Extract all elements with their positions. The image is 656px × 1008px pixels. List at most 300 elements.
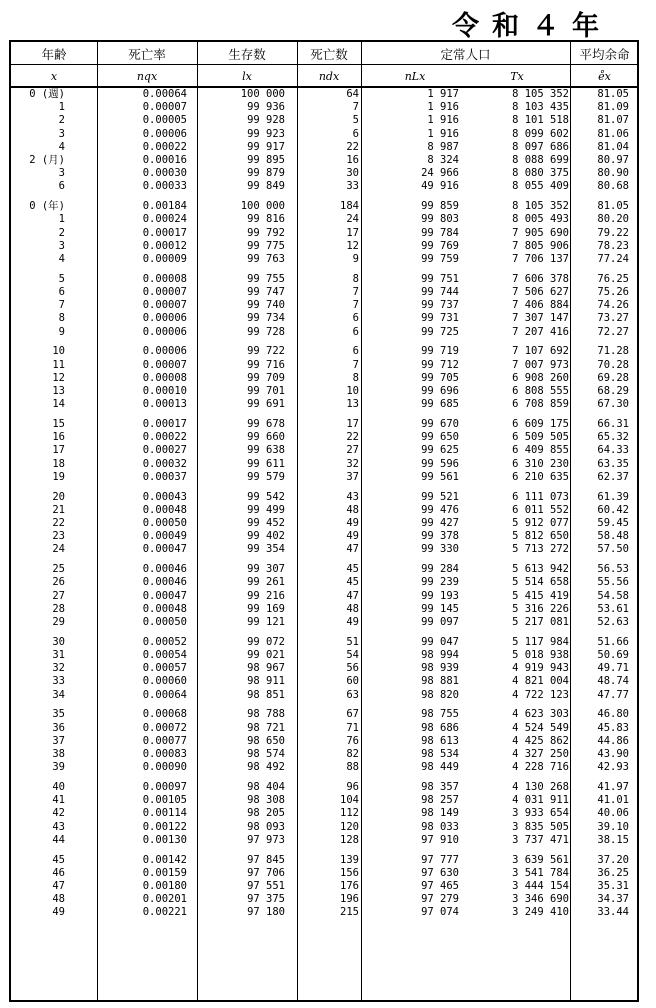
row-deaths: 7 <box>352 299 359 312</box>
row-age: 3 <box>58 167 65 180</box>
row-deaths: 76 <box>346 734 359 747</box>
row-age: 8 <box>58 312 65 325</box>
row-survivors: 99 307 <box>247 563 285 576</box>
row-L: 97 910 <box>421 833 459 846</box>
row-e: 47.77 <box>597 688 629 701</box>
row-age: 0 (週) <box>29 88 65 100</box>
row-T: 4 228 716 <box>512 761 569 774</box>
row-e: 55.56 <box>597 576 629 589</box>
row-T: 7 107 692 <box>512 345 569 358</box>
row-deaths: 30 <box>346 167 359 180</box>
row-T: 4 130 268 <box>512 781 569 793</box>
row-e: 73.27 <box>597 312 629 325</box>
row-L: 99 803 <box>421 213 459 226</box>
row-survivors: 98 721 <box>247 721 285 734</box>
row-T: 7 506 627 <box>512 286 569 298</box>
row-mortality: 0.00006 <box>142 312 187 325</box>
row-deaths: 48 <box>346 503 359 516</box>
table-row <box>11 761 637 774</box>
row-survivors: 98 404 <box>247 781 285 793</box>
row-mortality: 0.00032 <box>142 457 187 470</box>
table-row <box>11 636 637 649</box>
life-table <box>9 40 639 1002</box>
row-e: 45.83 <box>597 721 629 734</box>
row-T: 8 097 686 <box>512 140 569 153</box>
row-L: 98 994 <box>421 649 459 661</box>
row-survivors: 100 000 <box>240 200 285 213</box>
row-survivors: 97 180 <box>247 906 285 919</box>
symbol-T: Tx <box>510 70 524 83</box>
row-T: 8 099 602 <box>512 127 569 140</box>
row-survivors: 99 849 <box>247 180 285 193</box>
row-deaths: 6 <box>352 325 359 338</box>
row-e: 62.37 <box>597 470 629 483</box>
row-L: 99 725 <box>421 325 459 338</box>
row-survivors: 98 967 <box>247 662 285 675</box>
row-mortality: 0.00083 <box>142 748 187 760</box>
row-survivors: 99 611 <box>247 457 285 470</box>
row-e: 43.90 <box>597 748 629 760</box>
row-age: 29 <box>52 616 65 628</box>
row-e: 67.30 <box>597 398 629 411</box>
row-e: 38.15 <box>597 833 629 846</box>
row-age: 4 <box>58 253 65 265</box>
row-mortality: 0.00047 <box>142 543 187 556</box>
row-mortality: 0.00007 <box>142 299 187 312</box>
row-deaths: 22 <box>346 140 359 153</box>
table-row <box>11 240 637 253</box>
row-L: 1 917 <box>427 88 459 100</box>
row-survivors: 99 261 <box>247 576 285 589</box>
row-age: 28 <box>52 602 65 615</box>
row-deaths: 104 <box>340 794 359 807</box>
row-age: 1 <box>58 213 65 226</box>
row-L: 99 521 <box>421 490 459 503</box>
row-e: 76.25 <box>597 272 629 285</box>
row-survivors: 99 169 <box>247 602 285 615</box>
row-T: 8 105 352 <box>512 88 569 100</box>
row-deaths: 112 <box>340 807 359 820</box>
row-mortality: 0.00007 <box>142 358 187 371</box>
row-L: 99 145 <box>421 602 459 615</box>
row-e: 77.24 <box>597 253 629 265</box>
row-age: 30 <box>52 635 65 648</box>
row-T: 5 217 081 <box>512 616 569 628</box>
row-deaths: 6 <box>352 127 359 140</box>
row-e: 81.05 <box>597 200 629 213</box>
row-age: 25 <box>52 563 65 576</box>
row-survivors: 99 728 <box>247 325 285 338</box>
row-age: 48 <box>52 893 65 906</box>
row-mortality: 0.00024 <box>142 213 187 226</box>
row-mortality: 0.00007 <box>142 101 187 114</box>
row-mortality: 0.00008 <box>142 272 187 285</box>
row-L: 99 097 <box>421 616 459 628</box>
row-deaths: 7 <box>352 101 359 114</box>
row-mortality: 0.00142 <box>142 853 187 866</box>
row-L: 99 670 <box>421 418 459 430</box>
table-row <box>11 821 637 834</box>
row-T: 3 541 784 <box>512 866 569 879</box>
header-mortality: 死亡率 <box>128 47 166 62</box>
table-row <box>11 471 637 484</box>
row-survivors: 98 911 <box>247 675 285 688</box>
row-L: 99 427 <box>421 517 459 529</box>
table-row <box>11 213 637 226</box>
row-T: 6 609 175 <box>512 418 569 430</box>
row-L: 99 330 <box>421 543 459 556</box>
row-L: 99 769 <box>421 239 459 252</box>
row-survivors: 99 452 <box>247 517 285 529</box>
row-T: 5 415 419 <box>512 589 569 602</box>
row-T: 3 835 505 <box>512 820 569 833</box>
row-e: 42.93 <box>597 761 629 774</box>
table-row <box>11 662 637 675</box>
row-mortality: 0.00184 <box>142 200 187 213</box>
row-survivors: 98 788 <box>247 708 285 721</box>
row-e: 41.97 <box>597 781 629 793</box>
row-T: 8 103 435 <box>512 101 569 114</box>
row-e: 71.28 <box>597 345 629 358</box>
row-L: 98 449 <box>421 761 459 774</box>
header-survivors: 生存数 <box>228 47 266 62</box>
row-L: 99 561 <box>421 470 459 483</box>
row-e: 74.26 <box>597 299 629 312</box>
row-mortality: 0.00007 <box>142 286 187 298</box>
row-L: 8 324 <box>427 154 459 166</box>
table-row <box>11 227 637 240</box>
row-e: 54.58 <box>597 589 629 602</box>
row-age: 11 <box>52 358 65 371</box>
row-survivors: 99 709 <box>247 371 285 384</box>
row-mortality: 0.00072 <box>142 721 187 734</box>
row-age: 32 <box>52 662 65 675</box>
row-deaths: 63 <box>346 688 359 701</box>
row-L: 97 279 <box>421 893 459 906</box>
row-mortality: 0.00047 <box>142 589 187 602</box>
row-mortality: 0.00010 <box>142 385 187 397</box>
row-T: 5 316 226 <box>512 602 569 615</box>
table-row <box>11 141 637 154</box>
row-e: 60.42 <box>597 503 629 516</box>
row-age: 49 <box>52 906 65 919</box>
row-deaths: 49 <box>346 517 359 529</box>
table-row <box>11 444 637 457</box>
row-survivors: 99 879 <box>247 167 285 180</box>
row-e: 81.04 <box>597 140 629 153</box>
row-e: 80.97 <box>597 154 629 166</box>
row-L: 97 630 <box>421 866 459 879</box>
row-age: 17 <box>52 444 65 457</box>
row-T: 6 111 073 <box>512 490 569 503</box>
row-deaths: 8 <box>352 371 359 384</box>
row-mortality: 0.00050 <box>142 616 187 628</box>
row-T: 7 606 378 <box>512 272 569 285</box>
row-T: 7 007 973 <box>512 358 569 371</box>
row-T: 4 623 303 <box>512 708 569 721</box>
row-age: 37 <box>52 734 65 747</box>
table-row <box>11 675 637 688</box>
row-e: 65.32 <box>597 431 629 444</box>
row-L: 99 650 <box>421 431 459 444</box>
row-survivors: 97 706 <box>247 866 285 879</box>
row-T: 3 639 561 <box>512 853 569 866</box>
row-deaths: 51 <box>346 635 359 648</box>
row-L: 8 987 <box>427 140 459 153</box>
table-row <box>11 590 637 603</box>
table-row <box>11 563 637 576</box>
row-deaths: 12 <box>346 239 359 252</box>
row-L: 99 047 <box>421 635 459 648</box>
header-divider <box>11 64 637 65</box>
row-e: 48.74 <box>597 675 629 688</box>
row-age: 43 <box>52 820 65 833</box>
row-age: 20 <box>52 490 65 503</box>
row-mortality: 0.00077 <box>142 734 187 747</box>
row-deaths: 54 <box>346 649 359 661</box>
row-age: 47 <box>52 880 65 892</box>
table-row <box>11 748 637 761</box>
row-age: 39 <box>52 761 65 774</box>
row-deaths: 7 <box>352 286 359 298</box>
row-deaths: 32 <box>346 457 359 470</box>
row-deaths: 45 <box>346 563 359 576</box>
row-e: 59.45 <box>597 517 629 529</box>
row-L: 98 033 <box>421 820 459 833</box>
row-deaths: 120 <box>340 820 359 833</box>
row-T: 5 713 272 <box>512 543 569 556</box>
row-e: 46.80 <box>597 708 629 721</box>
row-e: 57.50 <box>597 543 629 556</box>
table-row <box>11 458 637 471</box>
row-survivors: 99 660 <box>247 431 285 444</box>
row-survivors: 99 354 <box>247 543 285 556</box>
row-mortality: 0.00005 <box>142 114 187 127</box>
row-deaths: 176 <box>340 880 359 892</box>
table-row <box>11 807 637 820</box>
row-survivors: 99 895 <box>247 154 285 166</box>
row-mortality: 0.00037 <box>142 470 187 483</box>
row-L: 97 465 <box>421 880 459 892</box>
row-e: 68.29 <box>597 385 629 397</box>
row-L: 1 916 <box>427 101 459 114</box>
row-survivors: 99 579 <box>247 470 285 483</box>
row-e: 81.09 <box>597 101 629 114</box>
row-deaths: 60 <box>346 675 359 688</box>
row-L: 97 074 <box>421 906 459 919</box>
row-survivors: 98 308 <box>247 794 285 807</box>
row-survivors: 99 740 <box>247 299 285 312</box>
row-deaths: 71 <box>346 721 359 734</box>
row-e: 78.23 <box>597 239 629 252</box>
row-e: 49.71 <box>597 662 629 675</box>
row-age: 12 <box>52 371 65 384</box>
row-e: 64.33 <box>597 444 629 457</box>
row-survivors: 99 216 <box>247 589 285 602</box>
row-mortality: 0.00012 <box>142 239 187 252</box>
row-T: 3 737 471 <box>512 833 569 846</box>
row-survivors: 97 375 <box>247 893 285 906</box>
row-survivors: 98 650 <box>247 734 285 747</box>
row-deaths: 24 <box>346 213 359 226</box>
row-mortality: 0.00122 <box>142 820 187 833</box>
row-e: 50.69 <box>597 649 629 661</box>
row-mortality: 0.00006 <box>142 345 187 358</box>
row-age: 2 <box>58 114 65 127</box>
row-e: 81.07 <box>597 114 629 127</box>
row-deaths: 49 <box>346 616 359 628</box>
row-T: 7 805 906 <box>512 239 569 252</box>
row-L: 99 744 <box>421 286 459 298</box>
table-row <box>11 286 637 299</box>
row-survivors: 99 722 <box>247 345 285 358</box>
row-deaths: 139 <box>340 853 359 866</box>
row-age: 13 <box>52 385 65 397</box>
header-age: 年齢 <box>41 47 67 62</box>
row-deaths: 22 <box>346 431 359 444</box>
row-T: 5 912 077 <box>512 517 569 529</box>
row-mortality: 0.00064 <box>142 88 187 100</box>
row-mortality: 0.00009 <box>142 253 187 265</box>
row-survivors: 99 716 <box>247 358 285 371</box>
row-e: 34.37 <box>597 893 629 906</box>
row-L: 98 613 <box>421 734 459 747</box>
row-age: 41 <box>52 794 65 807</box>
row-survivors: 99 734 <box>247 312 285 325</box>
row-mortality: 0.00114 <box>142 807 187 820</box>
row-L: 99 705 <box>421 371 459 384</box>
row-T: 8 088 699 <box>512 154 569 166</box>
row-T: 5 613 942 <box>512 563 569 576</box>
row-mortality: 0.00097 <box>142 781 187 793</box>
row-L: 49 916 <box>421 180 459 193</box>
row-age: 31 <box>52 649 65 661</box>
row-age: 9 <box>58 325 65 338</box>
row-survivors: 97 845 <box>247 853 285 866</box>
row-age: 27 <box>52 589 65 602</box>
row-T: 6 409 855 <box>512 444 569 457</box>
row-e: 66.31 <box>597 418 629 430</box>
row-e: 39.10 <box>597 820 629 833</box>
table-row <box>11 689 637 702</box>
table-row <box>11 854 637 867</box>
row-mortality: 0.00046 <box>142 576 187 589</box>
row-deaths: 6 <box>352 312 359 325</box>
row-deaths: 27 <box>346 444 359 457</box>
row-age: 19 <box>52 470 65 483</box>
row-mortality: 0.00006 <box>142 325 187 338</box>
row-mortality: 0.00017 <box>142 226 187 239</box>
row-e: 53.61 <box>597 602 629 615</box>
row-deaths: 43 <box>346 490 359 503</box>
table-row <box>11 312 637 325</box>
row-survivors: 99 755 <box>247 272 285 285</box>
symbol-L: nLx <box>404 70 426 83</box>
row-T: 3 444 154 <box>512 880 569 892</box>
row-age: 14 <box>52 398 65 411</box>
row-mortality: 0.00008 <box>142 371 187 384</box>
row-L: 99 737 <box>421 299 459 312</box>
row-T: 5 018 938 <box>512 649 569 661</box>
row-T: 4 327 250 <box>512 748 569 760</box>
row-deaths: 45 <box>346 576 359 589</box>
row-mortality: 0.00057 <box>142 662 187 675</box>
row-survivors: 99 747 <box>247 286 285 298</box>
row-age: 18 <box>52 457 65 470</box>
row-age: 33 <box>52 675 65 688</box>
row-L: 99 731 <box>421 312 459 325</box>
row-T: 4 425 862 <box>512 734 569 747</box>
row-survivors: 99 816 <box>247 213 285 226</box>
row-e: 69.28 <box>597 371 629 384</box>
row-mortality: 0.00221 <box>142 906 187 919</box>
row-T: 6 808 555 <box>512 385 569 397</box>
row-age: 23 <box>52 530 65 543</box>
row-mortality: 0.00130 <box>142 833 187 846</box>
row-L: 98 357 <box>421 781 459 793</box>
row-survivors: 99 917 <box>247 140 285 153</box>
row-deaths: 96 <box>346 781 359 793</box>
row-e: 81.05 <box>597 88 629 100</box>
table-row <box>11 722 637 735</box>
table-row <box>11 326 637 339</box>
row-mortality: 0.00060 <box>142 675 187 688</box>
table-row <box>11 543 637 556</box>
row-mortality: 0.00022 <box>142 431 187 444</box>
row-survivors: 99 638 <box>247 444 285 457</box>
row-mortality: 0.00048 <box>142 602 187 615</box>
row-survivors: 99 402 <box>247 530 285 543</box>
row-L: 99 239 <box>421 576 459 589</box>
table-row <box>11 794 637 807</box>
row-mortality: 0.00006 <box>142 127 187 140</box>
row-age: 46 <box>52 866 65 879</box>
row-survivors: 99 775 <box>247 239 285 252</box>
symbol-e: e̊x <box>598 70 611 83</box>
row-T: 6 708 859 <box>512 398 569 411</box>
row-deaths: 10 <box>346 385 359 397</box>
row-deaths: 215 <box>340 906 359 919</box>
row-T: 8 055 409 <box>512 180 569 193</box>
row-T: 6 011 552 <box>512 503 569 516</box>
row-deaths: 47 <box>346 589 359 602</box>
row-L: 98 820 <box>421 688 459 701</box>
symbol-age: x <box>50 70 58 83</box>
row-e: 37.20 <box>597 853 629 866</box>
row-age: 38 <box>52 748 65 760</box>
table-row <box>11 893 637 906</box>
row-T: 6 210 635 <box>512 470 569 483</box>
table-row <box>11 517 637 530</box>
row-L: 98 939 <box>421 662 459 675</box>
row-deaths: 5 <box>352 114 359 127</box>
table-row <box>11 735 637 748</box>
row-survivors: 98 574 <box>247 748 285 760</box>
row-mortality: 0.00050 <box>142 517 187 529</box>
row-T: 7 307 147 <box>512 312 569 325</box>
header-life-expectancy: 平均余命 <box>579 47 630 62</box>
row-T: 7 706 137 <box>512 253 569 265</box>
row-T: 7 905 690 <box>512 226 569 239</box>
table-row <box>11 867 637 880</box>
row-mortality: 0.00043 <box>142 490 187 503</box>
row-deaths: 47 <box>346 543 359 556</box>
row-e: 40.06 <box>597 807 629 820</box>
table-row <box>11 530 637 543</box>
row-L: 99 625 <box>421 444 459 457</box>
row-T: 4 722 123 <box>512 688 569 701</box>
row-age: 16 <box>52 431 65 444</box>
